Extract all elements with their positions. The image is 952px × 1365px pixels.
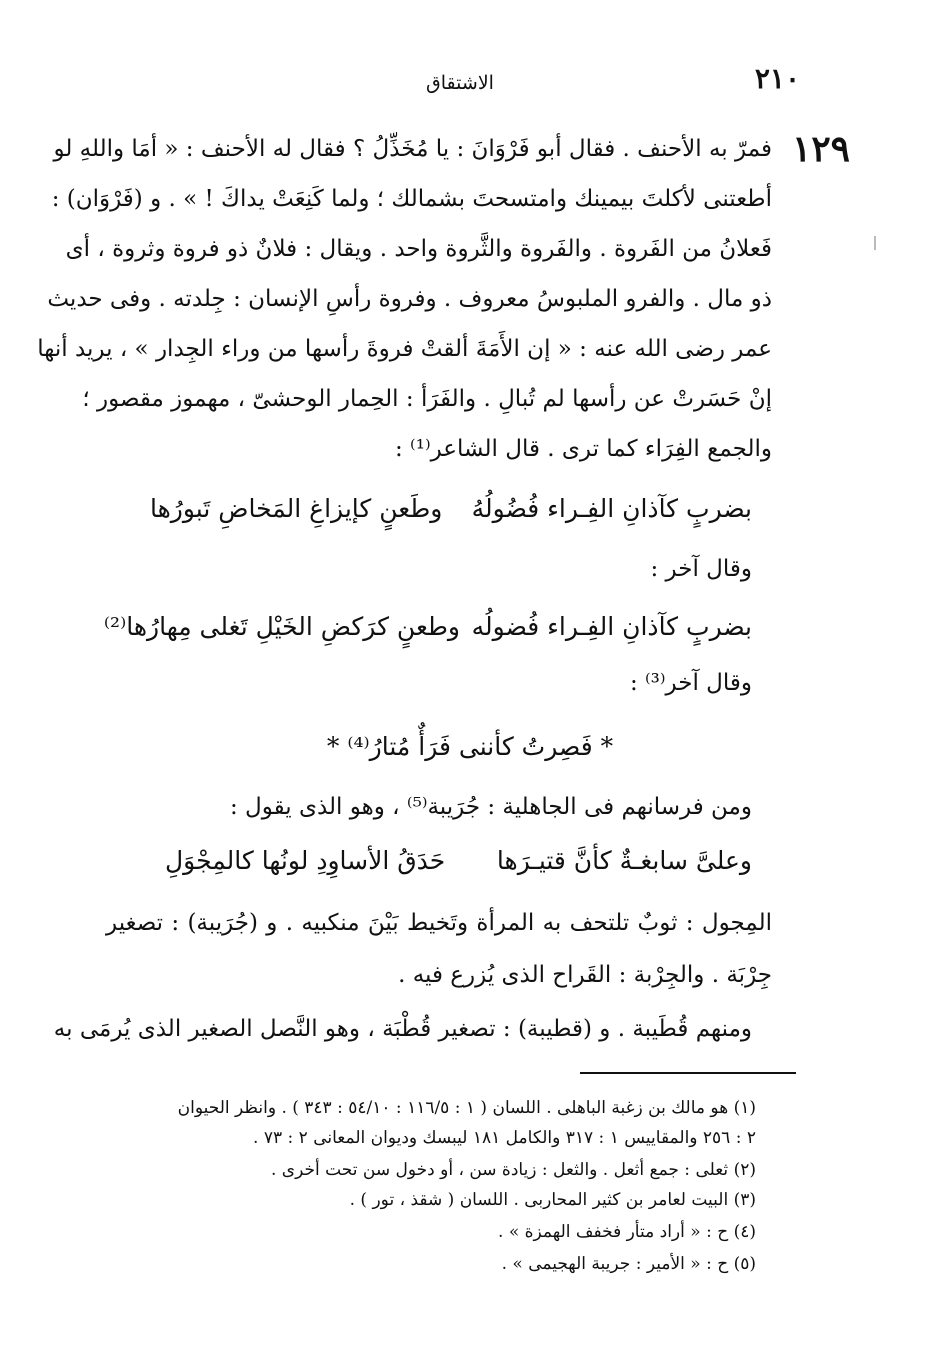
margin-mark: [874, 236, 876, 250]
running-title: الاشتقاق: [426, 72, 494, 94]
footnote: (٤) ح : « أراد متأر فخفف الهمزة » .: [498, 1222, 756, 1242]
footnote: (٥) ح : « الأمير : جريبة الهجيمى » .: [501, 1254, 756, 1274]
verse-single: * فَصِرتُ كأننى فَرَأٌ مُتارُ⁽⁴⁾ *: [326, 732, 614, 761]
section-number: ١٢٩: [791, 128, 850, 170]
footnote: (٢) ثعلى : جمع أثعل . والثعل : زيادة سن ، أو دخول سن تحت أخرى .: [270, 1160, 756, 1180]
paragraph-line: ومن فرسانهم فى الجاهلية : جُرَيبة⁽⁵⁾ ، وهو الذى يقول :: [229, 794, 752, 820]
paragraph-line: إنْ حَسَرتْ عن رأسها لم تُبالِ . والفَرَأ : الحِمار الوحشىّ ، مهموز مقصور ؛: [82, 386, 772, 412]
footnote-separator: [580, 1072, 796, 1074]
paragraph-line: والجمع الفِرَاء كما ترى . قال الشاعر⁽¹⁾ :: [395, 436, 772, 462]
footnote: (١) هو مالك بن زغبة الباهلى . اللسان ( ١ : ١١٦/٥ : ٥٤/١٠ : ٣٤٣ ) . وانظر الحيوان: [177, 1098, 756, 1118]
paragraph-line: أطعتنى لأكلتَ بيمينك وامتسحتَ بشمالك ؛ ولما كَنِعَتْ يداكَ ! » . و (فَرْوَان) :: [51, 186, 772, 212]
page-number: ٢١٠: [754, 62, 800, 95]
paragraph-line: فَعلانُ من الفَروة . والفَروة والثَّروة واحد . ويقال : فلانٌ ذو فروة وثروة ، أى: [65, 236, 772, 262]
paragraph-line: ومنهم قُطَيبة . و (قطيبة) : تصغير قُطْبَة ، وهو النَّصل الصغير الذى يُرمَى به: [53, 1016, 752, 1042]
footnote: (٣) البيت لعامر بن كثير المحاربى . اللسان ( شقذ ، تور ) .: [349, 1190, 756, 1210]
paragraph-line: فمرّ به الأحنف . فقال أبو فَرْوَانَ : يا مُخَذِّلُ ؟ فقال له الأحنف : « أمَا واللهِ لو: [53, 136, 772, 162]
verse-second-hemistich: وطَعنٍ كإيزاغِ المَخاضِ تَبورُها: [150, 494, 443, 523]
verse-intro: وقال آخر :: [650, 556, 752, 582]
footnote: ٢ : ٢٥٦ والمقاييس ١ : ٣١٧ والكامل ١٨١ ليبسك وديوان المعانى ٢ : ٧٣ .: [253, 1128, 756, 1148]
paragraph-line: عمر رضى الله عنه : « إن الأَمَةَ ألقتْ فروةَ رأسها من وراء الجِدار » ، يريد أنها: [37, 336, 772, 362]
verse-second-hemistich: حَدَقُ الأساوِدِ لونُها كالمِجْوَلِ: [165, 846, 446, 875]
verse-first-hemistich: بضربٍ كآذانِ الفِـراء فُضُولُهُ: [471, 494, 752, 523]
paragraph-line: ذو مال . والفرو الملبوسُ معروف . وفروة رأسِ الإنسان : جِلدته . وفى حديث: [47, 286, 772, 312]
verse-second-hemistich: وطعنٍ كرَكضِ الخَيْلِ تَغلى مِهارُها⁽²⁾: [103, 612, 460, 641]
verse-first-hemistich: بضربٍ كآذانِ الفِـراء فُضولُه: [471, 612, 752, 641]
verse-first-hemistich: وعلىَّ سابغـةٌ كأنَّ قتيـرَها: [496, 846, 752, 875]
paragraph-line: جِرْبَة . والجِرْبة : القَراح الذى يُزرع فيه .: [398, 962, 772, 988]
verse-intro: وقال آخر⁽³⁾ :: [629, 670, 752, 696]
paragraph-line: المِجول : ثوبٌ تلتحف به المرأة وتَخيط بَيْنَ منكبيه . و (جُرَيبة) : تصغير: [106, 910, 772, 936]
